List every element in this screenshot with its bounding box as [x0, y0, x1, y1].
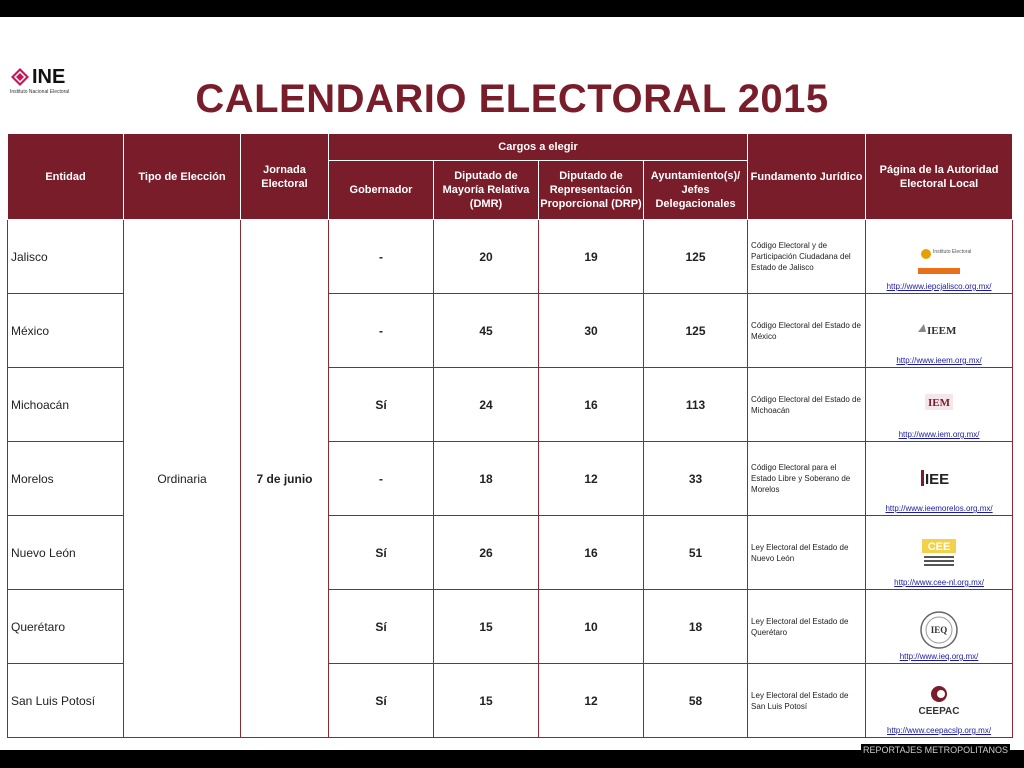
- ieem-logo-text: IEEM: [927, 324, 957, 337]
- iee-logo-icon: [912, 462, 966, 502]
- entidad-cell: Querétaro: [8, 590, 124, 664]
- entidad-cell: Morelos: [8, 442, 124, 516]
- authority-link[interactable]: http://www.iepcjalisco.org.mx/: [886, 282, 992, 291]
- watermark-footer: REPORTAJES METROPOLITANOS: [862, 745, 1008, 755]
- dmr-cell: 18: [434, 442, 539, 516]
- iem-logo-text: IEM: [928, 396, 951, 409]
- authority-cell: [866, 294, 1013, 368]
- header-pagina: Página de la Autoridad Electoral Local: [866, 134, 1013, 220]
- header-fundamento: Fundamento Jurídico: [748, 134, 866, 220]
- drp-cell: 10: [539, 590, 644, 664]
- authority-cell: [866, 368, 1013, 442]
- ieem-logo-icon: [912, 314, 966, 354]
- iepc-logo-text: Instituto Electoral: [933, 248, 972, 255]
- header-jornada: Jornada Electoral: [241, 134, 329, 220]
- ayuntamiento-cell: 33: [644, 442, 748, 516]
- gobernador-cell: Sí: [329, 664, 434, 738]
- ine-logo-word: INE: [32, 66, 66, 88]
- authority-link[interactable]: http://www.ieq.org.mx/: [899, 652, 979, 661]
- entidad-cell: Jalisco: [8, 220, 124, 294]
- ceepac-logo-text: CEEPAC: [918, 705, 960, 717]
- entidad-cell: Michoacán: [8, 368, 124, 442]
- jornada-cell: 7 de junio: [241, 220, 329, 738]
- iem-logo-icon: [912, 388, 966, 428]
- dmr-cell: 24: [434, 368, 539, 442]
- ayuntamiento-cell: 125: [644, 294, 748, 368]
- authority-link[interactable]: http://www.ceepacslp.org.mx/: [887, 726, 992, 735]
- gobernador-cell: -: [329, 442, 434, 516]
- electoral-calendar-table: [7, 133, 1013, 738]
- gobernador-cell: Sí: [329, 590, 434, 664]
- drp-cell: 12: [539, 664, 644, 738]
- cee-logo-text: CEE: [927, 540, 951, 553]
- drp-cell: 16: [539, 368, 644, 442]
- dmr-cell: 45: [434, 294, 539, 368]
- header-ayuntamiento: Ayuntamiento(s)/ Jefes Delegacionales: [644, 161, 748, 220]
- header-tipo: Tipo de Elección: [124, 134, 241, 220]
- header-gobernador: Gobernador: [329, 161, 434, 220]
- ayuntamiento-cell: 51: [644, 516, 748, 590]
- ayuntamiento-cell: 113: [644, 368, 748, 442]
- entidad-cell: Nuevo León: [8, 516, 124, 590]
- ayuntamiento-cell: 58: [644, 664, 748, 738]
- authority-cell: [866, 664, 1013, 738]
- entidad-cell: San Luis Potosí: [8, 664, 124, 738]
- fundamento-cell: Ley Electoral del Estado de Nuevo León: [748, 516, 866, 590]
- tipo-eleccion-cell: Ordinaria: [124, 220, 241, 738]
- fundamento-cell: Ley Electoral del Estado de Querétaro: [748, 590, 866, 664]
- gobernador-cell: Sí: [329, 368, 434, 442]
- drp-cell: 30: [539, 294, 644, 368]
- ine-logo-subtitle: Instituto Nacional Electoral: [10, 89, 70, 95]
- header-entidad: Entidad: [8, 134, 124, 220]
- authority-cell: [866, 516, 1013, 590]
- ieq-logo-text: IEQ: [930, 624, 948, 635]
- ayuntamiento-cell: 18: [644, 590, 748, 664]
- drp-cell: 12: [539, 442, 644, 516]
- table-row: [8, 220, 1013, 294]
- cee-logo-icon: [912, 536, 966, 576]
- authority-cell: [866, 590, 1013, 664]
- fundamento-cell: Ley Electoral del Estado de San Luis Potosí: [748, 664, 866, 738]
- authority-link[interactable]: http://www.ieemorelos.org.mx/: [885, 504, 993, 513]
- ieq-logo-icon: [912, 610, 966, 650]
- gobernador-cell: -: [329, 294, 434, 368]
- gobernador-cell: -: [329, 220, 434, 294]
- page-title: CALENDARIO ELECTORAL 2015: [195, 77, 829, 121]
- dmr-cell: 26: [434, 516, 539, 590]
- iee-logo-text: IEE: [925, 470, 950, 488]
- fundamento-cell: Código Electoral para el Estado Libre y Soberano de Morelos: [748, 442, 866, 516]
- header-cargos: Cargos a elegir: [329, 134, 748, 161]
- drp-cell: 19: [539, 220, 644, 294]
- fundamento-cell: Código Electoral del Estado de México: [748, 294, 866, 368]
- header-dmr: Diputado de Mayoría Relativa (DMR): [434, 161, 539, 220]
- fundamento-cell: Código Electoral y de Participación Ciudadana del Estado de Jalisco: [748, 220, 866, 294]
- ceepac-logo-icon: [912, 684, 966, 724]
- authority-link[interactable]: http://www.iem.org.mx/: [898, 430, 980, 439]
- authority-link[interactable]: http://www.cee-nl.org.mx/: [894, 578, 984, 587]
- dmr-cell: 20: [434, 220, 539, 294]
- entidad-cell: México: [8, 294, 124, 368]
- ayuntamiento-cell: 125: [644, 220, 748, 294]
- authority-link[interactable]: http://www.ieem.org.mx/: [896, 356, 982, 365]
- authority-cell: [866, 442, 1013, 516]
- drp-cell: 16: [539, 516, 644, 590]
- authority-cell: [866, 220, 1013, 294]
- gobernador-cell: Sí: [329, 516, 434, 590]
- fundamento-cell: Código Electoral del Estado de Michoacán: [748, 368, 866, 442]
- slide: [0, 17, 1024, 750]
- header-drp: Diputado de Representación Proporcional (DRP): [539, 161, 644, 220]
- dmr-cell: 15: [434, 590, 539, 664]
- iepc-logo-icon: [912, 240, 972, 280]
- dmr-cell: 15: [434, 664, 539, 738]
